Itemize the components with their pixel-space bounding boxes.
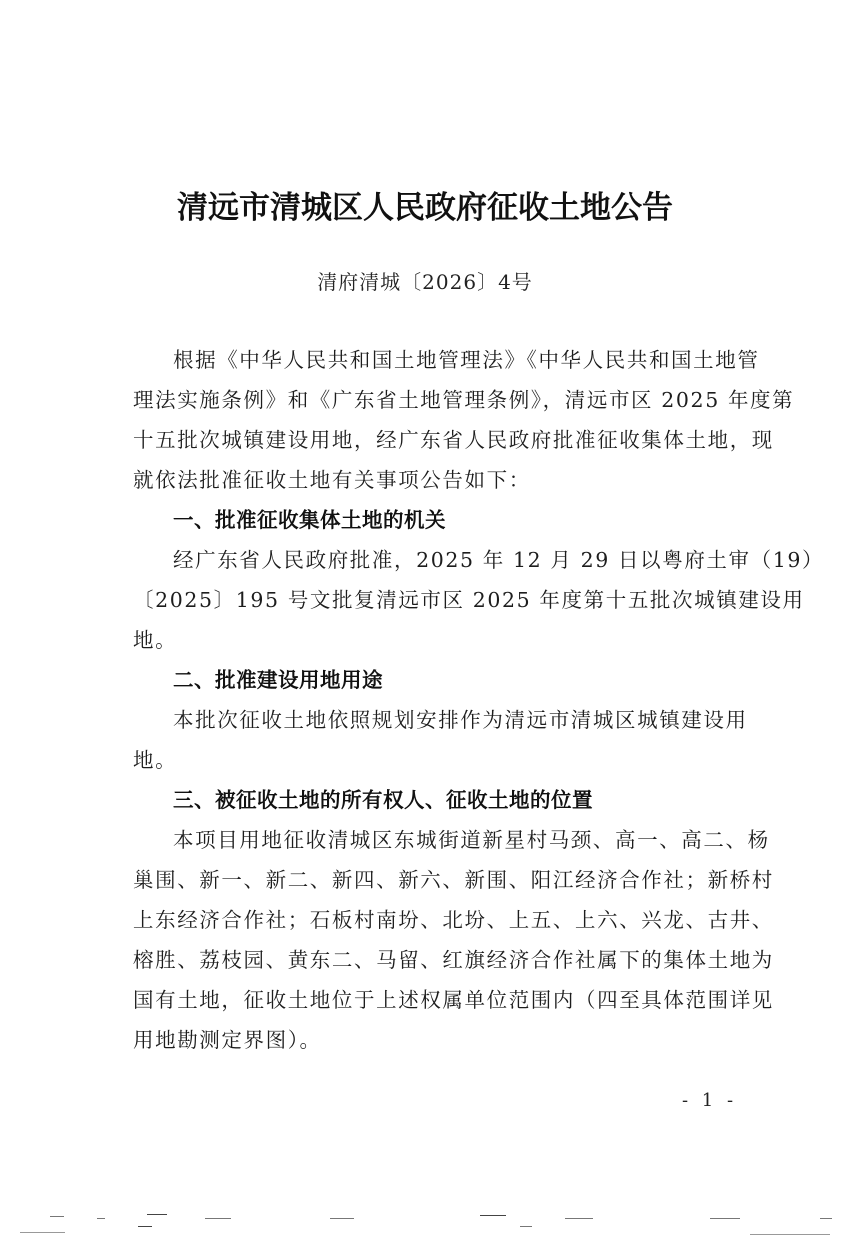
body-line: 就依法批准征收土地有关事项公告如下： (133, 468, 531, 492)
scan-noise-strip (0, 1212, 850, 1238)
document-body (133, 340, 825, 1060)
body-line: 理法实施条例》和《广东省土地管理条例》，清远市区 2025 年度第 (133, 388, 795, 412)
body-line: 本项目用地征收清城区东城街道新星村马颈、高一、高二、杨 (173, 828, 770, 852)
section-heading-3: 三、被征收土地的所有权人、征收土地的位置 (173, 788, 593, 812)
body-line: 地。 (133, 748, 178, 772)
body-line: 根据《中华人民共和国土地管理法》《中华人民共和国土地管 (173, 348, 760, 372)
body-line: 十五批次城镇建设用地，经广东省人民政府批准征收集体土地，现 (133, 428, 774, 452)
document-title: 清远市清城区人民政府征收土地公告 (177, 190, 673, 226)
body-line: 榕胜、荔枝园、黄东二、马留、红旗经济合作社属下的集体土地为 (133, 948, 774, 972)
section-heading-1: 一、批准征收集体土地的机关 (173, 508, 446, 532)
section-heading-2: 二、批准建设用地用途 (173, 668, 383, 692)
page-number: - 1 - (682, 1090, 738, 1111)
body-line: 用地勘测定界图）。 (133, 1028, 322, 1052)
body-line: 国有土地，征收土地位于上述权属单位范围内（四至具体范围详见 (133, 988, 774, 1012)
body-line: 〔2025〕195 号文批复清远市区 2025 年度第十五批次城镇建设用 (133, 588, 805, 612)
body-line: 巢围、新一、新二、新四、新六、新围、阳江经济合作社；新桥村 (133, 868, 774, 892)
body-line: 地。 (133, 628, 178, 652)
body-line: 上东经济合作社；石板村南坋、北坋、上五、上六、兴龙、古井、 (133, 908, 774, 932)
body-line: 经广东省人民政府批准，2025 年 12 月 29 日以粤府土审（19） (173, 548, 825, 572)
body-line: 本批次征收土地依照规划安排作为清远市清城区城镇建设用 (173, 708, 748, 732)
document-number: 清府清城〔2026〕4号 (317, 270, 533, 294)
